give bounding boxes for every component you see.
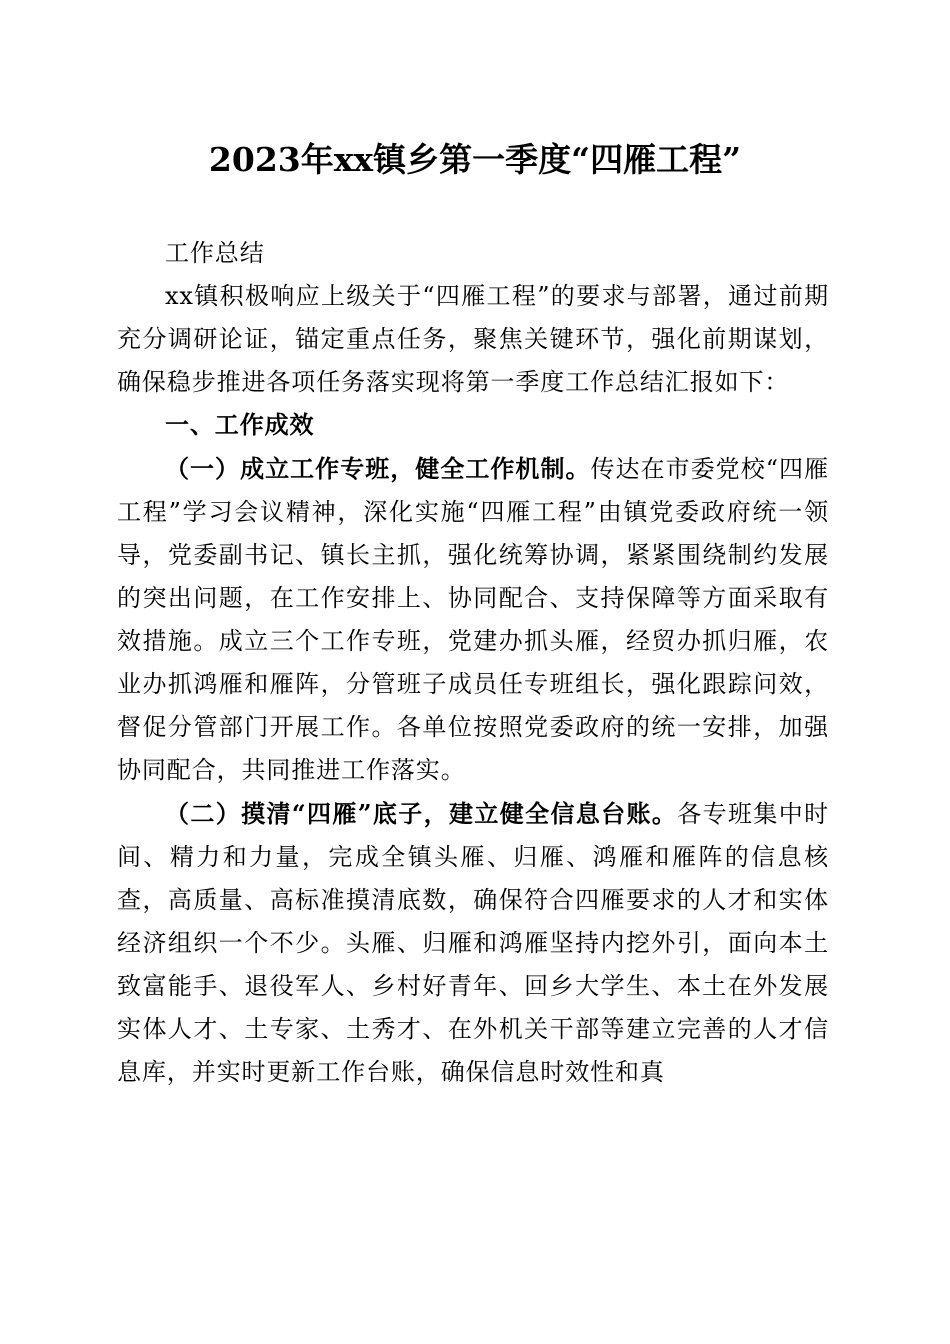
item-1-lead: （一）成立工作专班，健全工作机制。 [165,454,591,483]
section-heading-achievements: 一、工作成效 [165,411,315,439]
document-body [117,232,829,1094]
paragraph-item-2 [117,792,829,1094]
document-subtitle: 工作总结 [165,239,265,267]
document-title: 2023年xx镇乡第一季度“四雁工程” [208,140,742,179]
item-1-body: 传达在市委党校“四雁工程”学习会议精神，深化实施“四雁工程”由镇党委政府统一领导，党委副书记、镇长主抓，强化统筹协调，紧紧围绕制约发展的突出问题，在工作安排上、协同配合、支持保障等方面采取有效措施。成立三个工作专班，党建办抓头雁，经贸办抓归雁，农业办抓鸿雁和雁阵，分管班子成员任专班组长，强化跟踪问效，督促分管部门开展工作。各单位按照党委政府的统一安排，加强协同配合，共同推进工作落实。 [117,455,829,784]
item-2-lead: （二）摸清“四雁”底子，建立健全信息台账。 [165,799,678,828]
item-2-body: 各专班集中时间、精力和力量，完成全镇头雁、归雁、鸿雁和雁阵的信息核查，高质量、高标准摸清底数，确保符合四雁要求的人才和实体经济组织一个不少。头雁、归雁和鸿雁坚持内挖外引，面向本土致富能手、退役军人、乡村好青年、回乡大学生、本土在外发展实体人才、土专家、土秀才、在外机关干部等建立完善的人才信息库，并实时更新工作台账，确保信息时效性和真 [117,800,829,1086]
paragraph-item-1 [117,447,829,792]
intro-paragraph: xx镇积极响应上级关于“四雁工程”的要求与部署，通过前期充分调研论证，锚定重点任务，聚焦关键环节，强化前期谋划，确保稳步推进各项任务落实现将第一季度工作总结汇报如下： [117,282,829,396]
